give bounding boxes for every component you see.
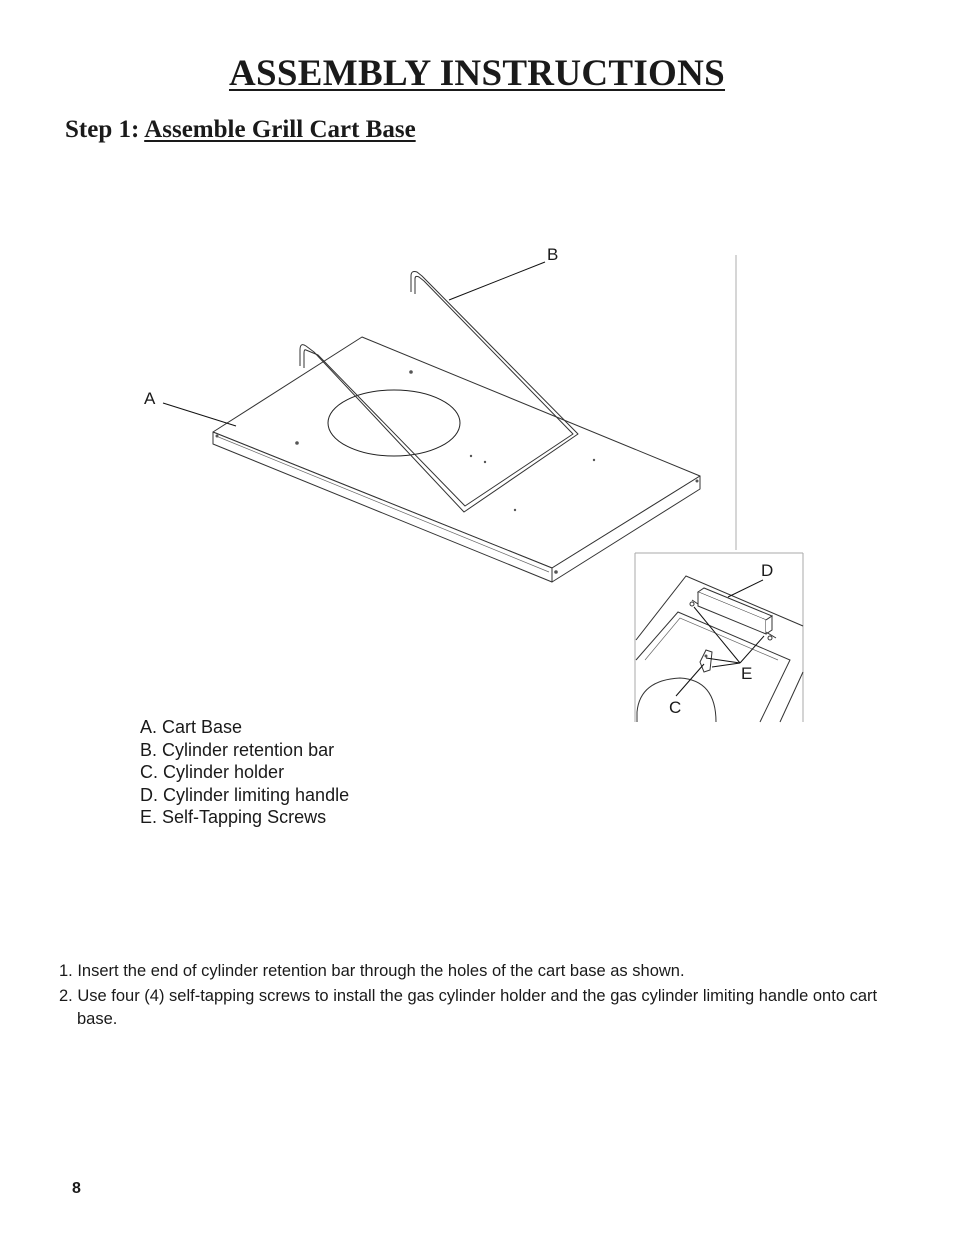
instruction-list: [59, 960, 879, 1033]
inset-detail: [635, 553, 803, 722]
parts-legend: [140, 716, 349, 829]
callout-d: D: [761, 561, 774, 580]
cylinder-hole: [328, 390, 460, 456]
legend-item: D. Cylinder limiting handle: [140, 784, 350, 805]
legend-item: E. Self-Tapping Screws: [140, 807, 327, 828]
legend-item: C. Cylinder holder: [140, 762, 285, 783]
step-prefix: Step 1:: [65, 116, 140, 143]
page-title: ASSEMBLY INSTRUCTIONS: [228, 53, 726, 94]
page-number: 8: [72, 1180, 81, 1197]
instruction-item: 2. Use four (4) self-tapping screws to install the gas cylinder holder and the gas cylinder limiting handle onto cart base.: [59, 987, 878, 1028]
instruction-item: 1. Insert the end of cylinder retention bar through the holes of the cart base as shown.: [59, 962, 685, 980]
cylinder-holder: [700, 650, 712, 672]
callout-b: B: [547, 245, 559, 264]
callout-e: E: [741, 664, 753, 683]
callout-a: A: [144, 389, 156, 408]
legend-item: A. Cart Base: [140, 717, 243, 737]
legend-item: B. Cylinder retention bar: [140, 739, 335, 760]
callout-c: C: [669, 698, 682, 717]
step-name: Assemble Grill Cart Base: [144, 116, 416, 143]
